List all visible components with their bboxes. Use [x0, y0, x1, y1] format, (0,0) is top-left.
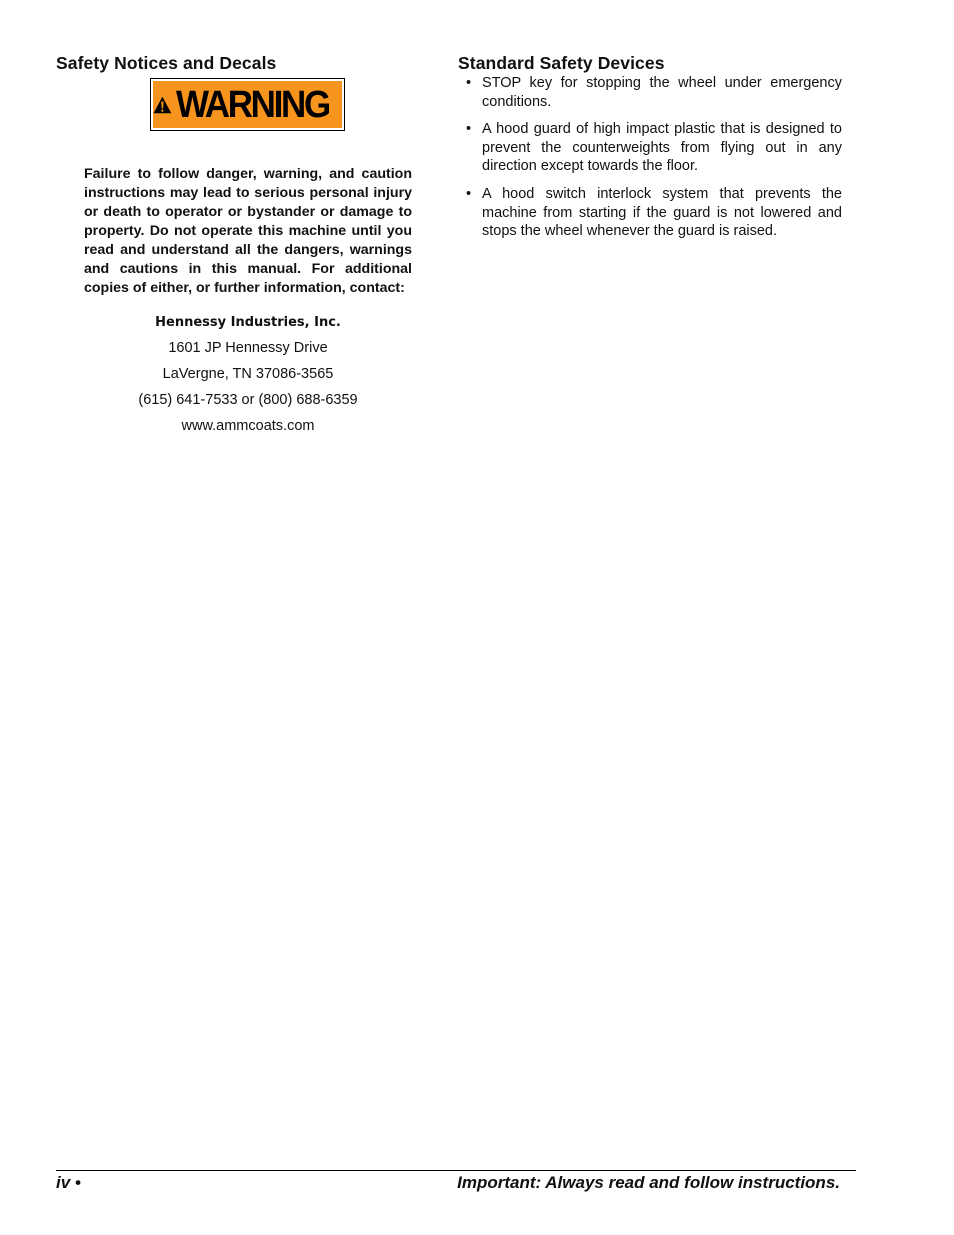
list-item — [458, 120, 842, 176]
warning-decal — [150, 78, 345, 131]
safety-notices-section — [56, 52, 412, 439]
section-heading-safety-notices: Safety Notices and Decals — [56, 53, 277, 73]
contact-phone: (615) 641-7533 or (800) 688-6359 — [138, 392, 358, 408]
contact-company: Hennessy Industries, Inc. — [155, 315, 341, 330]
footer-note: Important: Always read and follow instructions. — [457, 1173, 840, 1192]
warning-paragraph: Failure to follow danger, warning, and caution instructions may lead to serious personal injury or death to operator or bystander or damage to property. Do not operate this machine until you read and understand all the dangers, warnings and cautions in this manual. For additional copies of either, or further information, contact: — [84, 166, 412, 296]
footer-rule — [56, 1170, 856, 1171]
contact-website: www.ammcoats.com — [181, 418, 315, 434]
contact-address-line-2: LaVergne, TN 37086-3565 — [162, 366, 334, 382]
list-item — [458, 74, 842, 111]
footer-page-number: iv • — [56, 1173, 81, 1192]
warning-decal-word: WARNING — [175, 83, 329, 126]
list-item — [458, 185, 842, 241]
safety-devices-list — [458, 74, 842, 241]
section-heading-standard-safety-devices: Standard Safety Devices — [458, 53, 665, 73]
bullet-icon: • — [466, 75, 472, 91]
list-item-text: A hood guard of high impact plastic that is designed to prevent the counterweights from flying out in any direction except towards the floor. — [482, 121, 842, 175]
list-item-text: A hood switch interlock system that prevents the machine from starting if the guard is not lowered and stops the wheel whenever the guard is raised. — [482, 185, 842, 240]
standard-safety-devices-section — [458, 52, 842, 250]
list-item-text: STOP key for stopping the wheel under emergency conditions. — [482, 75, 842, 110]
contact-block — [84, 314, 412, 439]
warning-decal-panel — [153, 81, 342, 128]
warning-triangle-icon — [153, 90, 172, 120]
contact-address-line-1: 1601 JP Hennessy Drive — [168, 340, 328, 356]
bullet-icon: • — [466, 185, 472, 202]
bullet-icon: • — [466, 121, 472, 138]
